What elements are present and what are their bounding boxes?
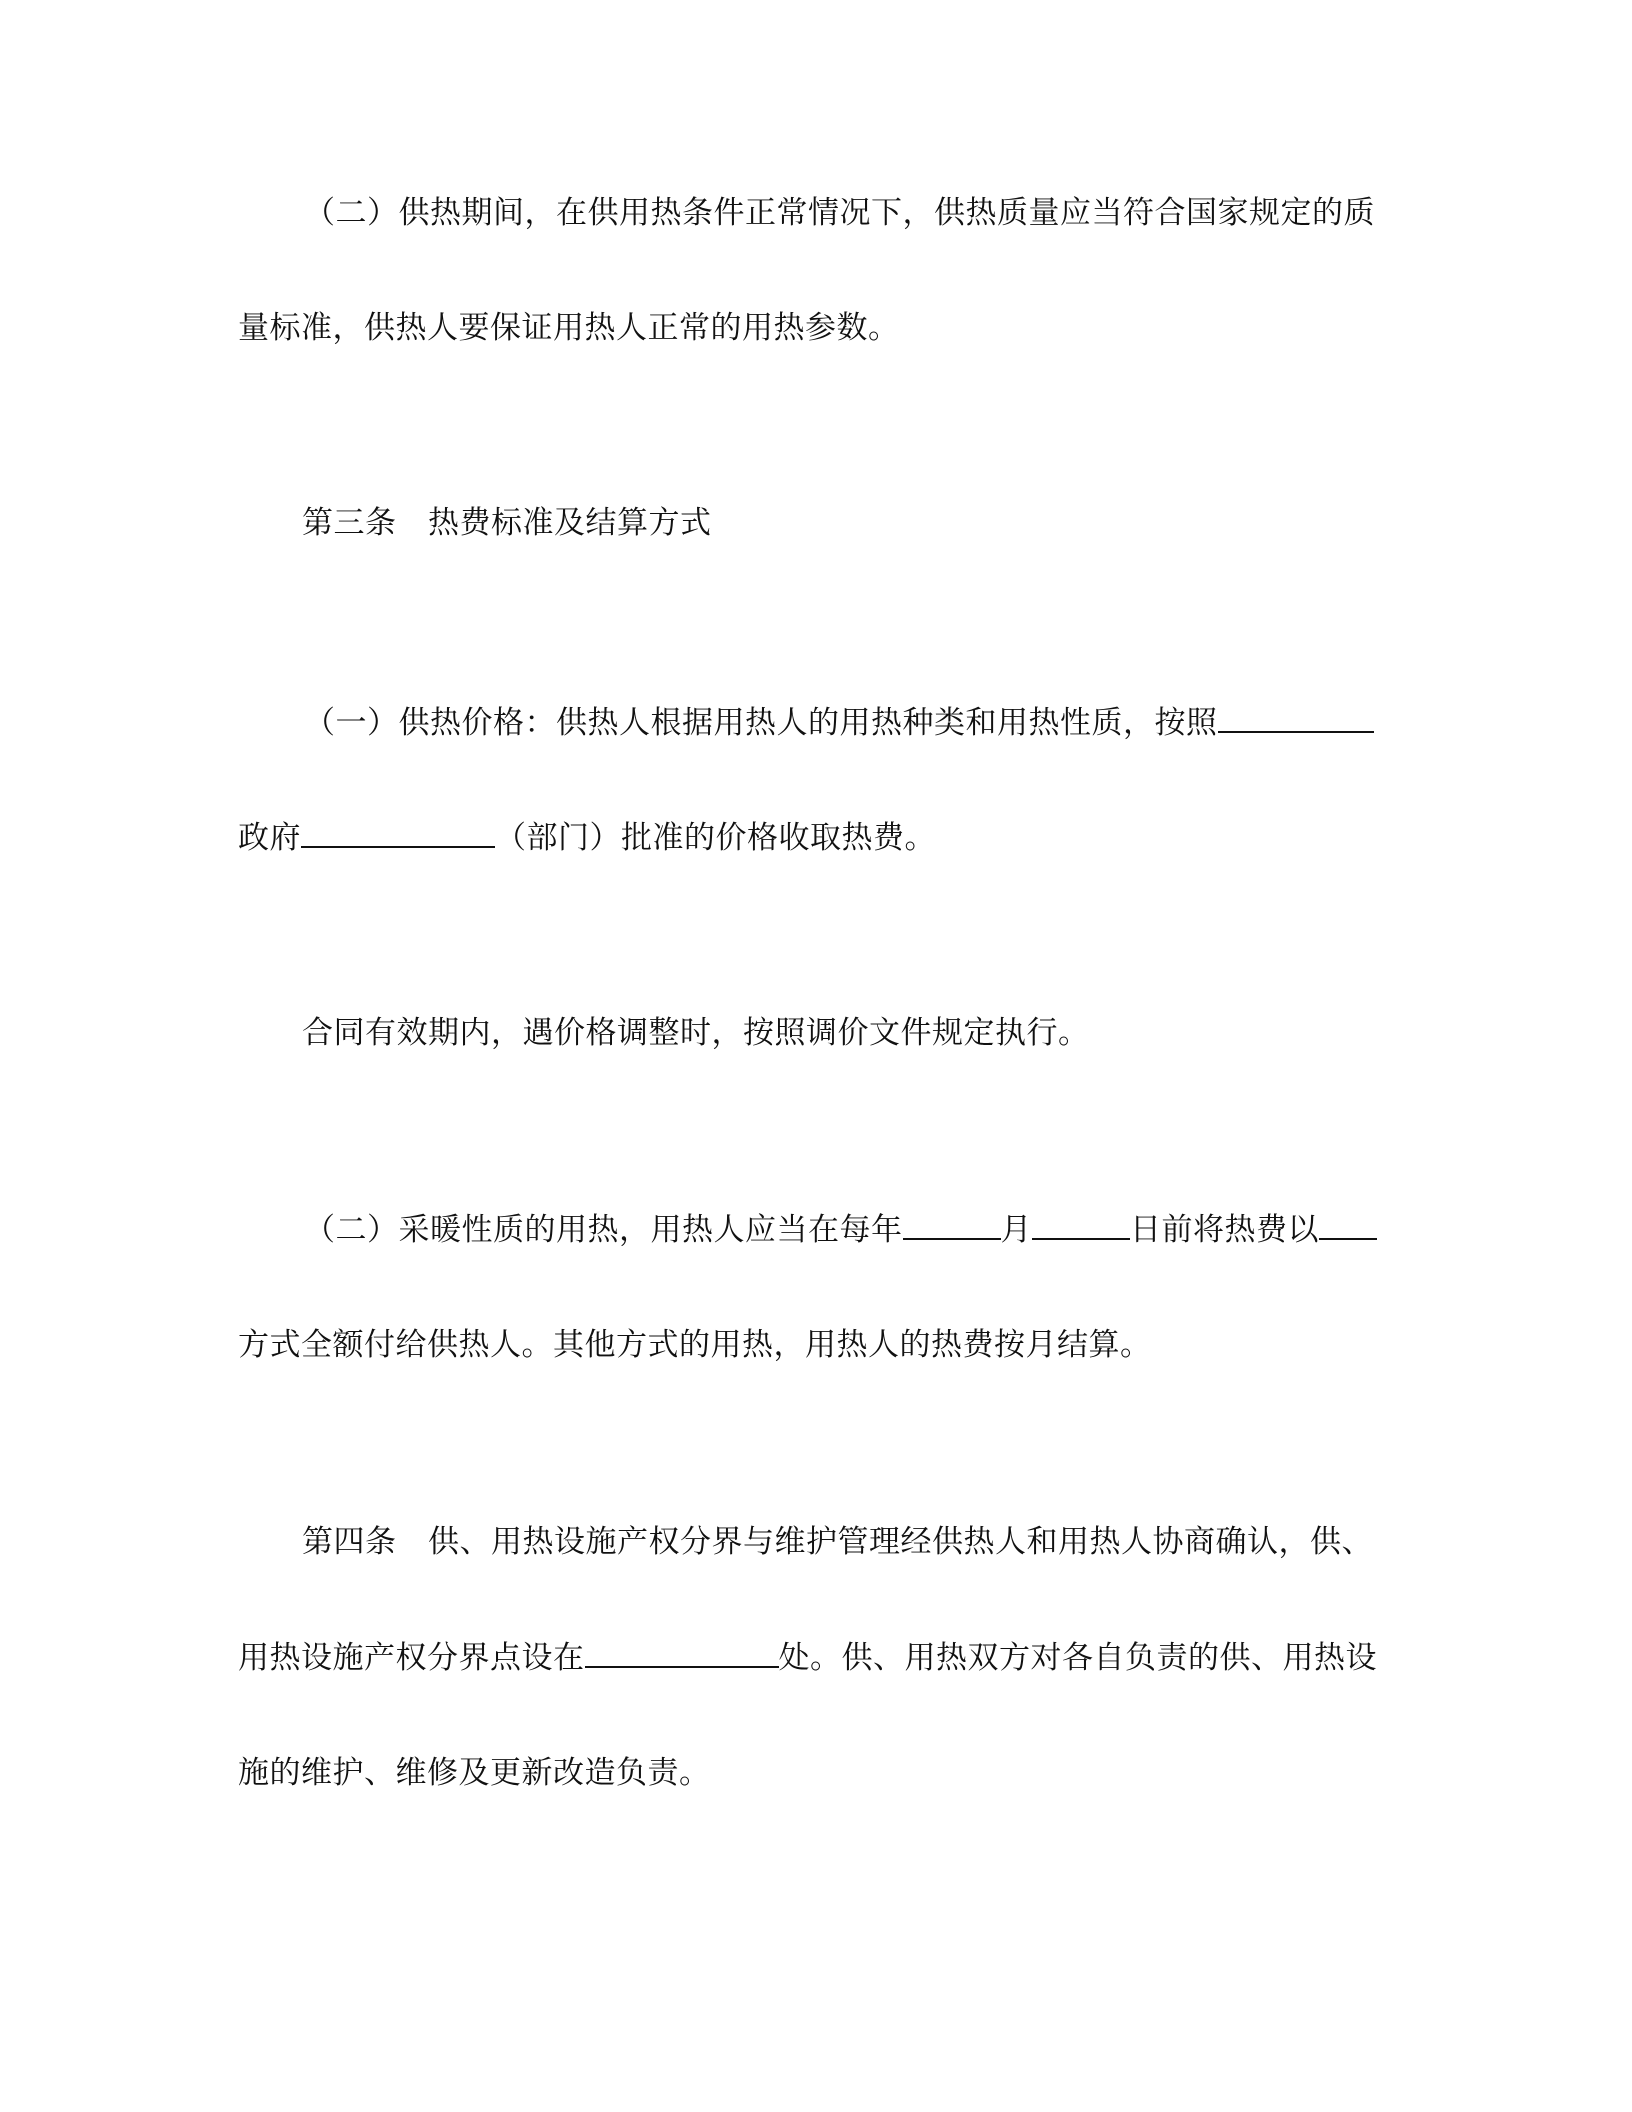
article-3-item-2-line-1 xyxy=(304,1210,1377,1250)
government-label: 政府 xyxy=(238,820,301,856)
article-3-heading: 第三条 热费标准及结算方式 xyxy=(302,505,712,541)
payment-deadline-text: （二）采暖性质的用热，用热人应当在每年 xyxy=(304,1212,903,1248)
article-4-line-1: 第四条 供、用热设施产权分界与维护管理经供热人和用热人协商确认，供、 xyxy=(302,1524,1373,1560)
article-3-item-1-line-1 xyxy=(304,703,1374,743)
payment-method-blank[interactable] xyxy=(1319,1212,1377,1240)
month-blank[interactable] xyxy=(903,1212,1001,1240)
article-4-line-2 xyxy=(238,1638,1377,1678)
boundary-point-text: 用热设施产权分界点设在 xyxy=(238,1640,585,1676)
maintenance-text: 处。供、用热双方对各自负责的供、用热设 xyxy=(778,1640,1377,1676)
day-label-text: 日前将热费以 xyxy=(1130,1212,1319,1248)
item-2-line-1: （二）供热期间，在供用热条件正常情况下，供热质量应当符合国家规定的质 xyxy=(304,195,1375,231)
day-blank[interactable] xyxy=(1032,1212,1130,1240)
article-3-item-2-line-2: 方式全额付给供热人。其他方式的用热，用热人的热费按月结算。 xyxy=(238,1327,1152,1363)
department-blank[interactable] xyxy=(301,820,495,848)
article-4-line-3: 施的维护、维修及更新改造负责。 xyxy=(238,1755,711,1791)
price-adjustment-note: 合同有效期内，遇价格调整时，按照调价文件规定执行。 xyxy=(302,1015,1090,1051)
article-3-item-1-line-2 xyxy=(238,818,936,858)
boundary-point-blank[interactable] xyxy=(585,1640,779,1668)
item-2-line-2: 量标准，供热人要保证用热人正常的用热参数。 xyxy=(238,310,900,346)
article-3-item-1-text: （一）供热价格：供热人根据用热人的用热种类和用热性质，按照 xyxy=(304,705,1218,741)
approved-price-text: （部门）批准的价格收取热费。 xyxy=(495,820,936,856)
price-basis-blank[interactable] xyxy=(1218,705,1374,733)
month-label: 月 xyxy=(1000,1212,1032,1248)
